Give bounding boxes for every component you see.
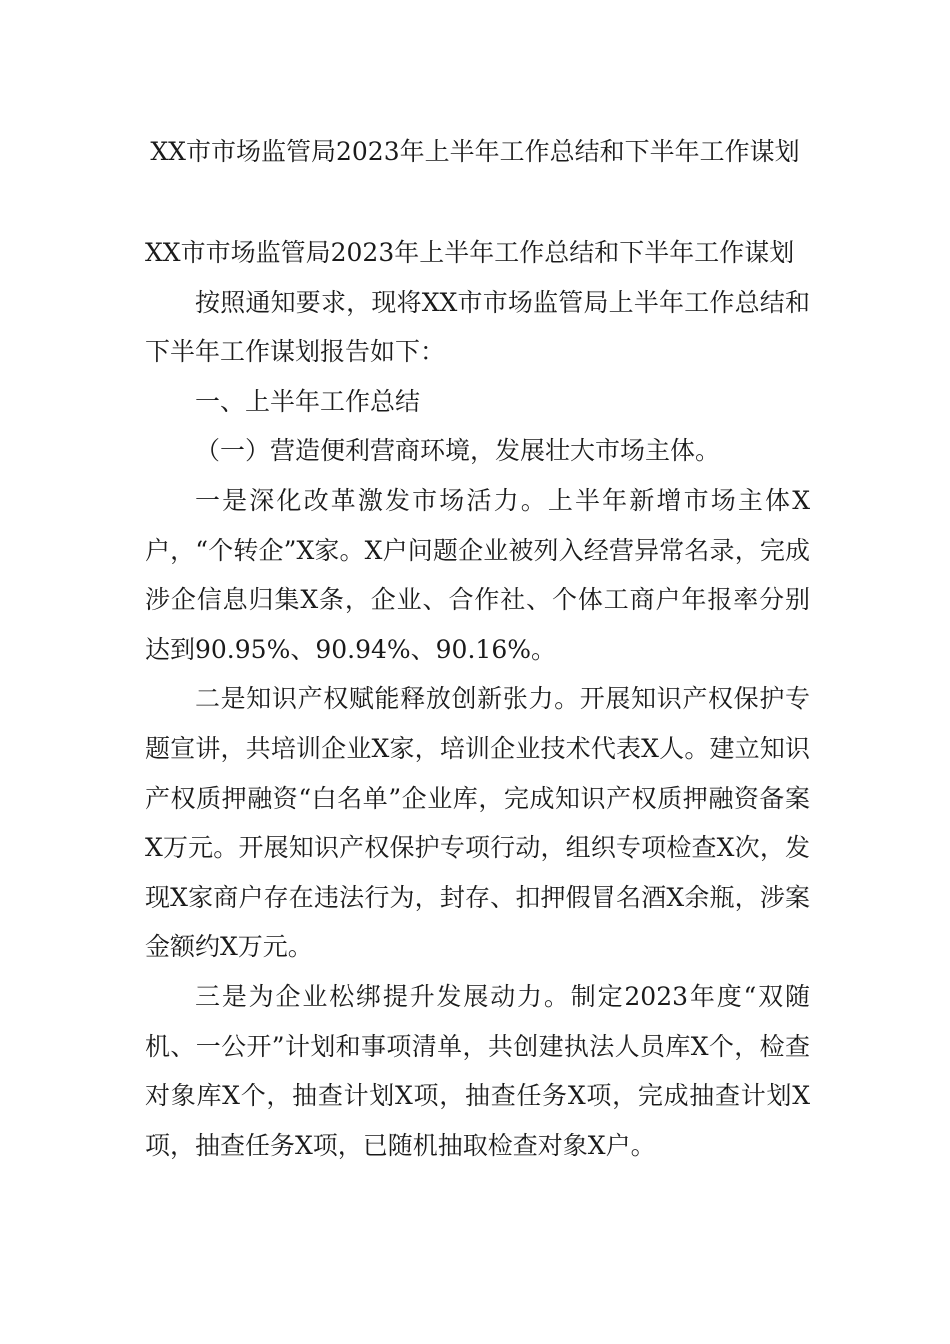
body-paragraph: 三是为企业松绑提升发展动力。制定2023年度“双随机、一公开”计划和事项清单，共创建执法人员库X个，检查对象库X个，抽查计划X项，抽查任务X项，完成抽查计划X项，抽查任务X项，已随机抽取检查对象X户。 <box>145 981 810 1160</box>
document-subtitle: XX市市场监管局2023年上半年工作总结和下半年工作谋划 <box>145 238 795 267</box>
document-body <box>145 228 810 1170</box>
intro-paragraph: 按照通知要求，现将XX市市场监管局上半年工作总结和下半年工作谋划报告如下： <box>145 287 810 367</box>
body-paragraph: 一是深化改革激发市场活力。上半年新增市场主体X户，“个转企”X家。X户问题企业被列入经营异常名录，完成涉企信息归集X条，企业、合作社、个体工商户年报率分别达到90.95%、90.94%、90.16%。 <box>145 485 810 664</box>
body-paragraph: 二是知识产权赋能释放创新张力。开展知识产权保护专题宣讲，共培训企业X家，培训企业技术代表X人。建立知识产权质押融资“白名单”企业库，完成知识产权质押融资备案X万元。开展知识产权保护专项行动，组织专项检查X次，发现X家商户存在违法行为，封存、扣押假冒名酒X余瓶，涉案金额约X万元。 <box>145 684 810 962</box>
subsection-heading: （一）营造便利营商环境，发展壮大市场主体。 <box>195 436 721 466</box>
section-heading: 一、上半年工作总结 <box>195 386 421 416</box>
document-title: XX市市场监管局2023年上半年工作总结和下半年工作谋划 <box>150 137 800 166</box>
